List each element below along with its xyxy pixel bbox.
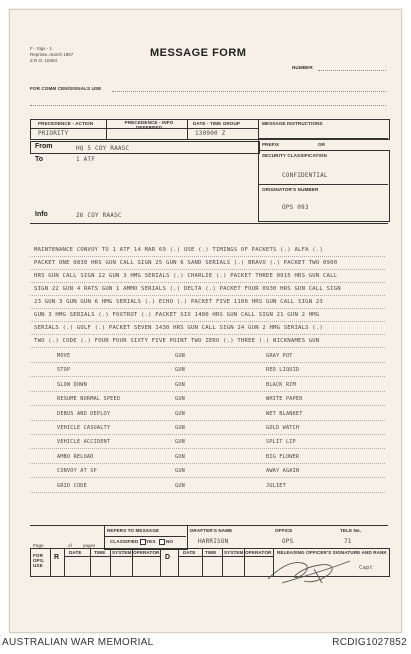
message-line: MAINTENANCE CONVOY TO 1 ATF 14 MAR 69 (.) USE (.) TIMINGS OF PACKETS (.) ALFA (.): [34, 247, 323, 253]
code-left: SLOW DOWN: [57, 381, 87, 388]
originator-number-value: OPS 093: [282, 204, 309, 211]
code-right: WET BLANKET: [266, 410, 303, 417]
for-ops-use-label: FOR OPS. USE: [33, 553, 45, 568]
pages-label: pages: [83, 543, 96, 548]
precedence-action-label: PRECEDENCE - ACTION: [38, 121, 94, 126]
message-line: GUN 3 HMG SERIALS (.) FOXTROT (.) PACKET SIX 1400 HRS GUN CALL SIGN 21 GUN 2 HMG: [34, 312, 320, 318]
message-line: HRS GUN CALL SIGN 22 GUN 3 HMG SERIALS (.) CHARLIE (.) PACKET THREE 0915 HRS GUN CALL: [34, 273, 338, 279]
date-time-group-label: DATE - TIME GROUP: [193, 121, 241, 126]
security-classification-value: CONFIDENTIAL: [282, 172, 328, 179]
form-title: MESSAGE FORM: [150, 47, 247, 59]
code-left: MOVE: [57, 353, 71, 359]
code-row-rule: [30, 492, 385, 493]
from-row: [30, 141, 260, 154]
code-left: VEHICLE CASUALTY: [57, 425, 111, 431]
number-field: [318, 70, 386, 71]
caption-left: AUSTRALIAN WAR MEMORIAL: [2, 637, 154, 648]
number-label: NUMBER: [292, 65, 313, 70]
code-left: GRID CODE: [57, 482, 87, 489]
code-left: VEHICLE ACCIDENT: [57, 439, 111, 446]
caption-right: RCDIG1027852: [332, 637, 407, 648]
d-label: D: [165, 554, 171, 561]
code-mid: GUN: [175, 425, 185, 431]
code-mid: GUN: [175, 439, 185, 446]
r-date-label: DATE: [69, 550, 82, 555]
tele-no-value: 71: [344, 538, 352, 545]
code-row-rule: [30, 434, 385, 435]
from-label: From: [35, 143, 53, 150]
form-code-3: Z.R.O. 10464: [30, 58, 58, 63]
code-row-rule: [30, 463, 385, 464]
code-row-rule: [30, 405, 385, 406]
r-operator-label: OPERATOR: [133, 550, 160, 555]
code-right: GOLD WATCH: [266, 425, 300, 431]
code-row-rule: [30, 420, 385, 421]
code-right: WHITE PAPER: [266, 396, 303, 403]
office-label: OFFICE: [275, 528, 293, 533]
form-code-1: F - Sigs - 1: [30, 46, 53, 51]
message-rule: [30, 269, 385, 270]
message-rule: [30, 347, 385, 348]
message-line: SIGN 22 GUN 4 RATS GUN 1 AMMO SERIALS (.) DELTA (.) PACKET FOUR 0930 HRS GUN CALL SIGN: [34, 286, 341, 292]
office-value: OPS: [282, 538, 294, 545]
comm-cen-field-line-1: [112, 91, 386, 92]
to-value: 1 ATF: [76, 156, 96, 163]
message-line: TWO (.) CODE (.) FOUR FOUR SIXTY FIVE POINT TWO ZERO (.) THREE (.) NICKNAMES GUN: [34, 338, 320, 344]
info-value: 26 COY RAASC: [76, 212, 122, 219]
code-row-rule: [30, 362, 385, 363]
comm-cen-field-line-2: [30, 105, 386, 106]
form-code-2: Reprinte..march 1967: [30, 52, 74, 57]
r-time-label: TIME: [94, 550, 106, 555]
code-mid: GUN: [175, 453, 185, 460]
tele-no-label: TELE No.: [340, 528, 362, 533]
rank-value: Capt: [359, 565, 374, 571]
code-row-rule: [30, 376, 385, 377]
date-time-group-value: 130900 Z: [195, 130, 226, 137]
signature-image: [262, 553, 358, 587]
code-mid: GUN: [175, 410, 185, 417]
classified-no-checkbox[interactable]: [159, 539, 165, 545]
classified-no-label: NO: [166, 539, 174, 544]
code-mid: GUN: [175, 468, 185, 475]
comm-cen-label: FOR COMM CEN/SIGNALS USE: [30, 86, 102, 91]
to-label: To: [35, 156, 44, 163]
code-left: RESUME NORMAL SPEED: [57, 396, 121, 403]
of-label: of: [68, 543, 72, 548]
message-rule: [30, 321, 385, 322]
code-mid: GUN: [175, 396, 185, 403]
message-rule: [30, 256, 385, 257]
code-mid: GUN: [175, 353, 185, 359]
r-system-label: SYSTEM: [112, 550, 132, 555]
code-right: SPLIT LIP: [266, 439, 296, 446]
code-mid: GUN: [175, 381, 185, 388]
gr-label: GR: [318, 142, 326, 147]
code-left: DEBUS AND DEPLOY: [57, 410, 111, 417]
d-system-label: SYSTEM: [224, 550, 244, 555]
code-right: JULIET: [266, 482, 286, 489]
code-right: BLACK RIM: [266, 381, 296, 388]
precedence-action-value: PRIORITY: [38, 130, 69, 137]
message-rule: [30, 295, 385, 296]
classified-label: CLASSIFIED: [110, 539, 139, 544]
code-right: AWAY AGAIN: [266, 468, 300, 475]
code-left: STOP: [57, 367, 71, 374]
drafters-name-value: HARRISON: [198, 538, 229, 545]
code-row-rule: [30, 448, 385, 449]
security-box: [258, 150, 390, 222]
r-label: R: [54, 554, 60, 561]
code-right: RED LIQUID: [266, 367, 300, 374]
info-label: Info: [35, 211, 48, 218]
message-rule: [30, 282, 385, 283]
from-value: HQ 5 COY RAASC: [76, 145, 130, 152]
originator-number-label: ORIGINATOR'S NUMBER: [262, 187, 319, 192]
code-right: BIG FLOWER: [266, 453, 300, 460]
d-date-label: DATE: [183, 550, 196, 555]
refers-to-message-label: REFERS TO MESSAGE: [107, 528, 160, 533]
message-instructions-label: MESSAGE INSTRUCTIONS: [262, 121, 323, 126]
classified-yes-label: YES: [146, 539, 156, 544]
releasing-officer-label: RELEASING OFFICER'S SIGNATURE AND RANK: [277, 550, 387, 555]
code-row-rule: [30, 391, 385, 392]
code-right: GRAY POT: [266, 353, 293, 359]
message-rule: [30, 308, 385, 309]
message-rule: [30, 334, 385, 335]
message-line: PACKET ONE 0830 HRS GUN CALL SIGN 25 GUN 6 SAND SERIALS (.) BRAVO (.) PACKET TWO 0900: [34, 260, 338, 266]
d-time-label: TIME: [205, 550, 217, 555]
code-left: AMBO RELOAD: [57, 453, 94, 460]
d-operator-label: OPERATOR: [245, 550, 272, 555]
code-mid: GUN: [175, 367, 185, 374]
code-row-rule: [30, 477, 385, 478]
drafters-name-label: DRAFTER'S NAME: [190, 528, 233, 533]
code-left: CONVOY AT SP: [57, 468, 97, 475]
message-line: SERIALS (.) GOLF (.) PACKET SEVEN 1430 HRS GUN CALL SIGN 24 GUN 2 HMG SERIALS (.): [34, 325, 323, 331]
page-label: Page: [33, 543, 44, 548]
security-classification-label: SECURITY CLASSIFICATION: [262, 153, 327, 158]
prefix-label: PREFIX: [262, 142, 280, 147]
code-mid: GUN: [175, 482, 185, 489]
precedence-info-label: PRECEDENCE - INFO DEFERRED: [124, 120, 174, 130]
message-line: 23 GUN 3 GUN GUN 6 HMG SERIALS (.) ECHO (.) PACKET FIVE 1100 HRS GUN CALL SIGN 23: [34, 299, 323, 305]
address-divider: [30, 223, 388, 224]
